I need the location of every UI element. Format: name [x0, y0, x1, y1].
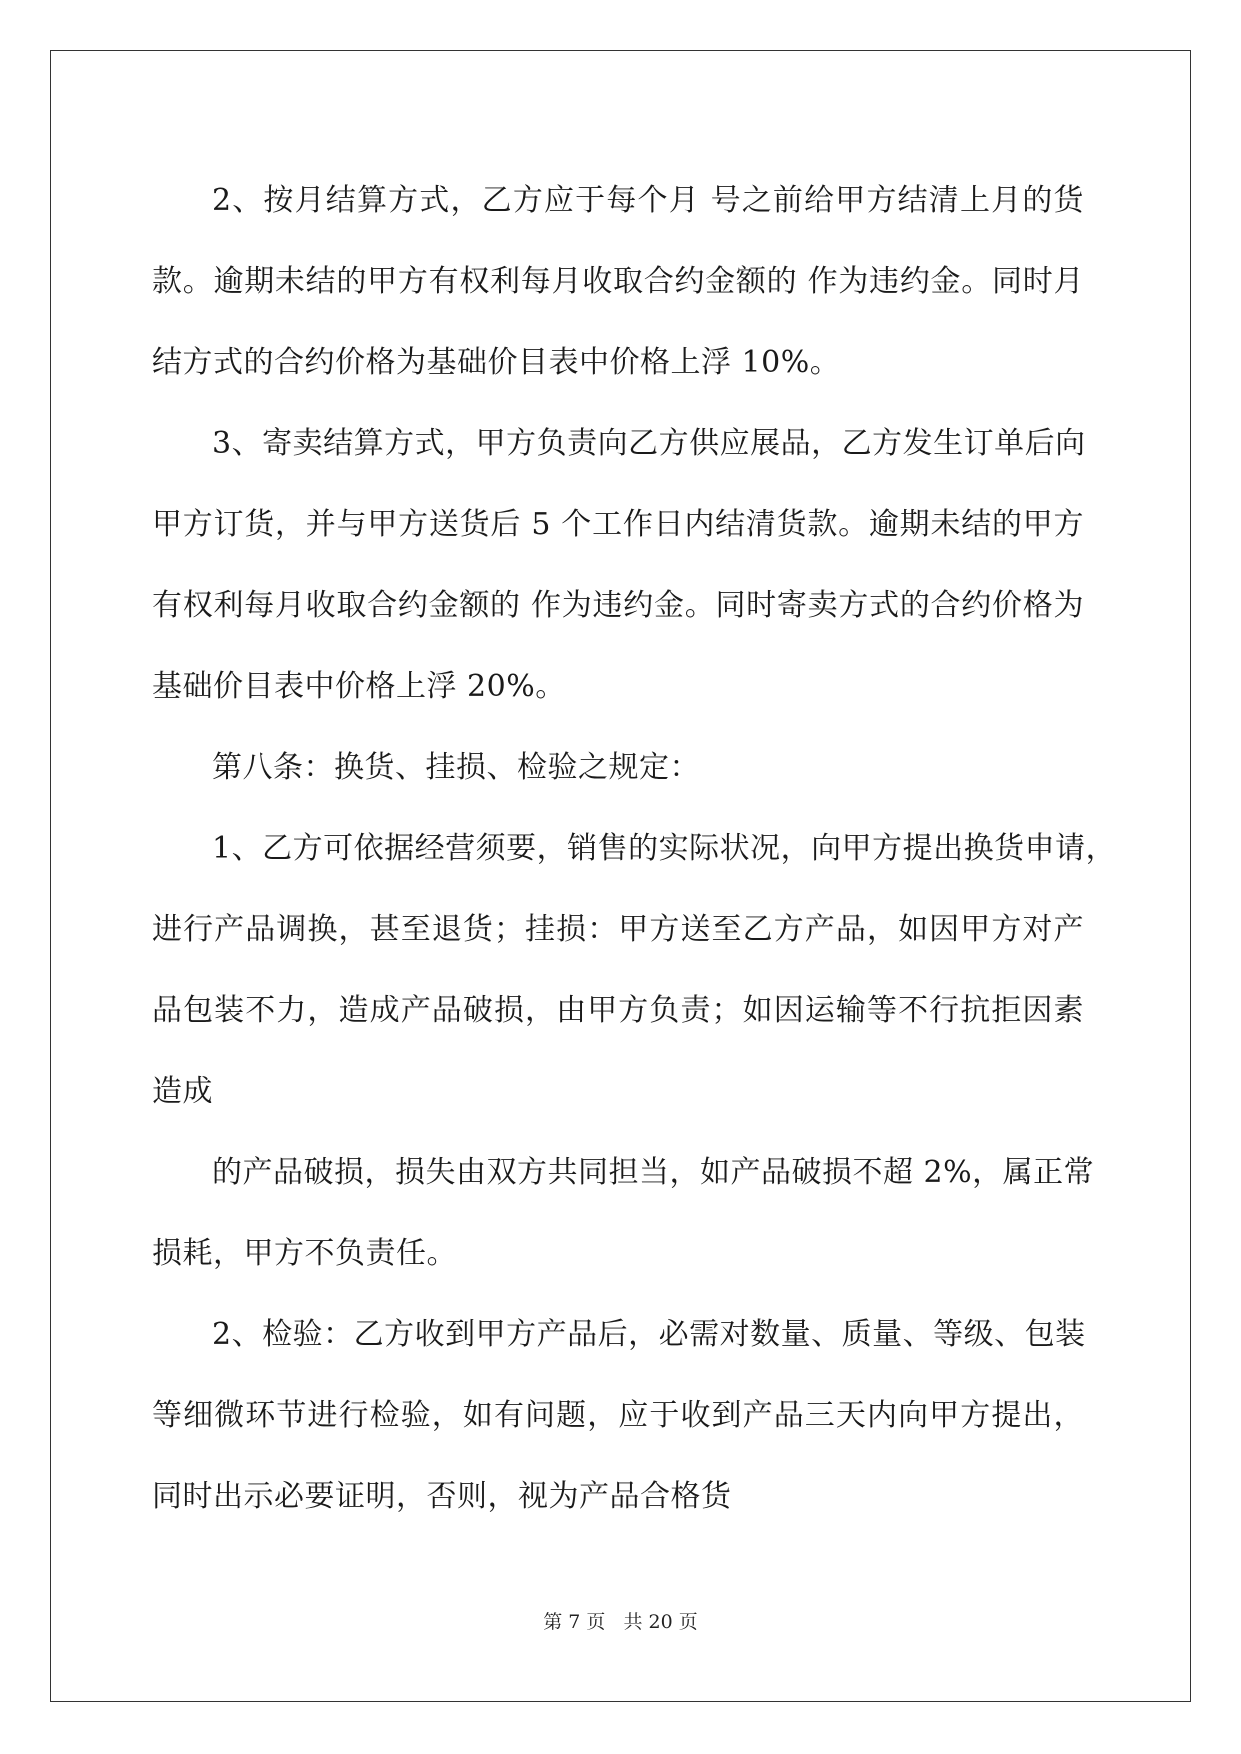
paragraph-line: 进行产品调换，甚至退货；挂损：甲方送至乙方产品，如因甲方对产 — [152, 912, 1084, 947]
paragraph-line: 等细微环节进行检验，如有问题，应于收到产品三天内向甲方提出， — [152, 1398, 1084, 1433]
page-number-current: 第 7 页 — [543, 1611, 606, 1633]
paragraph-line: 款。逾期未结的甲方有权利每月收取合约金额的 作为违约金。同时月 — [152, 264, 1084, 299]
paragraph-line: 基础价目表中价格上浮 20%。 — [152, 669, 566, 704]
paragraph-line: 3、寄卖结算方式，甲方负责向乙方供应展品，乙方发生订单后向 — [212, 426, 1086, 461]
paragraph-line: 的产品破损，损失由双方共同担当，如产品破损不超 2%，属正常 — [212, 1155, 1095, 1190]
paragraph-line: 2、检验：乙方收到甲方产品后，必需对数量、质量、等级、包装 — [212, 1317, 1086, 1352]
paragraph-line: 甲方订货，并与甲方送货后 5 个工作日内结清货款。逾期未结的甲方 — [152, 507, 1084, 542]
paragraph-line: 1、乙方可依据经营须要，销售的实际状况，向甲方提出换货申请， — [212, 831, 1117, 866]
paragraph-line: 有权利每月收取合约金额的 作为违约金。同时寄卖方式的合约价格为 — [152, 588, 1084, 623]
paragraph-line: 品包装不力，造成产品破损，由甲方负责；如因运输等不行抗拒因素 — [152, 993, 1084, 1028]
section-heading: 第八条：换货、挂损、检验之规定： — [212, 750, 700, 785]
paragraph-line: 2、按月结算方式，乙方应于每个月 号之前给甲方结清上月的货 — [212, 183, 1084, 218]
page-number-total: 共 20 页 — [623, 1611, 698, 1633]
page-footer — [0, 1610, 1241, 1634]
paragraph-line: 结方式的合约价格为基础价目表中价格上浮 10%。 — [152, 345, 841, 380]
paragraph-line: 损耗，甲方不负责任。 — [152, 1236, 457, 1271]
document-body — [152, 160, 1117, 1537]
paragraph-line: 造成 — [152, 1074, 213, 1109]
paragraph-line: 同时出示必要证明，否则，视为产品合格货 — [152, 1479, 732, 1514]
